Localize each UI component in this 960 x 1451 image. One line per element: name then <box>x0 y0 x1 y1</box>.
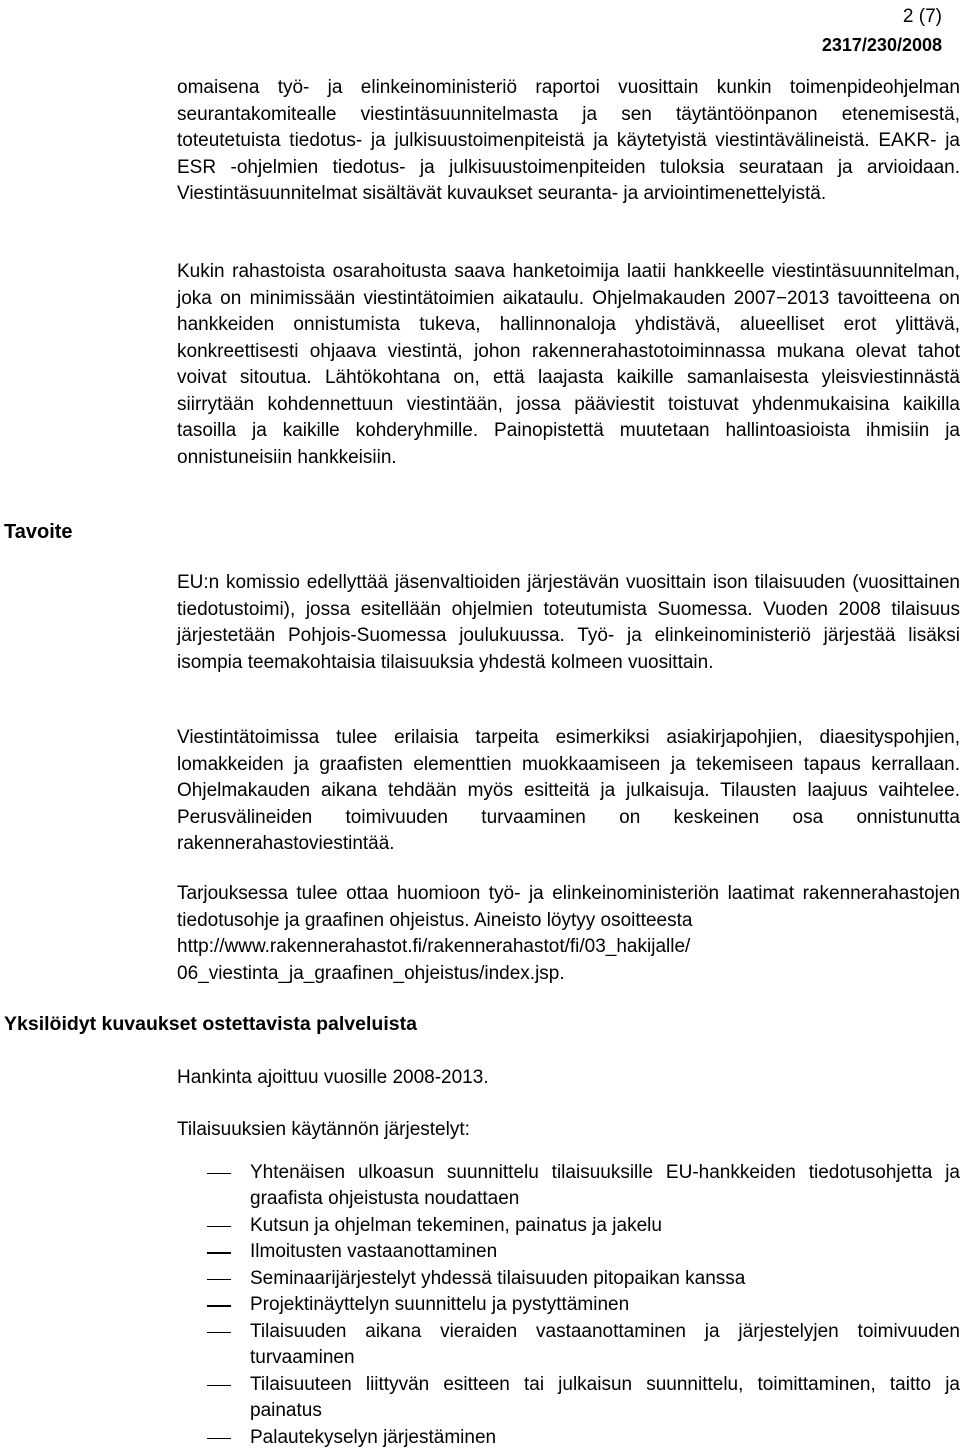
page-header <box>822 2 942 58</box>
paragraph-procurement-period: Hankinta ajoittuu vuosille 2008-2013. <box>177 1065 960 1092</box>
body-text-7 <box>177 1117 960 1451</box>
body-text-2 <box>177 259 960 471</box>
section-heading-services: Yksilöidyt kuvaukset ostettavista palveluista <box>4 1011 417 1037</box>
list-item: Yhtenäisen ulkoasun suunnittelu tilaisuuksille EU-hankkeiden tiedotusohjetta ja graafista ohjeistusta noudattaen <box>177 1160 960 1213</box>
body-text-3 <box>177 570 960 676</box>
body-text-1 <box>177 75 960 208</box>
guidelines-link-part-2[interactable]: 06_viestinta_ja_graafinen_ohjeistus/index.jsp. <box>177 963 565 984</box>
paragraph-event-arrangements: Tilaisuuksien käytännön järjestelyt: <box>177 1117 960 1144</box>
dash-bullet-icon <box>207 1305 231 1307</box>
guidelines-link-part-1[interactable]: http://www.rakennerahastot.fi/rakennerahastot/fi/03_hakijalle/ <box>177 936 690 957</box>
list-item: Projektinäyttelyn suunnittelu ja pystyttäminen <box>177 1292 960 1319</box>
list-item: Ilmoitusten vastaanottaminen <box>177 1239 960 1266</box>
paragraph-communication-needs: Viestintätoimissa tulee erilaisia tarpeita esimerkiksi asiakirjapohjien, diaesityspohjien, lomakkeiden ja graafisten elementtien muokkaamiseen ja tekemiseen tapaus kerrallaan. Ohjelmakauden aikana tehdään myös esitteitä ja julkaisuja. Tilausten laajuus vaihtelee. Perusvälineiden toimivuuden turvaaminen on keskeinen osa onnistunutta rakennerahastoviestintää. <box>177 725 960 858</box>
page-number: 2 (7) <box>822 2 942 32</box>
dash-bullet-icon <box>207 1385 231 1387</box>
dash-bullet-icon <box>207 1173 231 1175</box>
dash-bullet-icon <box>207 1438 231 1440</box>
dash-bullet-icon <box>207 1226 231 1228</box>
list-item: Palautekyselyn järjestäminen <box>177 1425 960 1451</box>
arrangements-list <box>177 1160 960 1451</box>
paragraph-project-communication: Kukin rahastoista osarahoitusta saava hanketoimija laatii hankkeelle viestintäsuunnitelman, joka on minimissään viestintätoimien aikataulu. Ohjelmakauden 2007−2013 tavoitteena on hankkeiden onnistumista tukeva, hallinnonaloja yhdistävä, alueelliset erot ylittävä, konkreettisesti ohjaava viestintä, johon rakennerahastotoiminnassa mukana olevat tahot voivat sitoutua. Lähtökohtana on, että laajasta kaikille samanlaisesta yleisviestinnästä siirrytään kohdennettuun viestintään, jossa pääviestit toistuvat yhdenmukaisina kaikilla tasoilla ja kaikille kohderyhmille. Painopistettä muutetaan hallintoasioista ihmisiin ja onnistuneisiin hankkeisiin. <box>177 259 960 471</box>
paragraph-reporting: omaisena työ- ja elinkeinoministeriö raportoi vuosittain kunkin toimenpideohjelman seurantakomitealle viestintäsuunnitelmasta ja sen täytäntöönpanon etenemisestä, toteutetuista tiedotus- ja julkisuustoimenpiteistä ja käytetyistä viestintävälineistä. EAKR- ja ESR -ohjelmien tiedotus- ja julkisuustoimenpiteiden tuloksia seurataan ja arvioidaan. Viestintäsuunnitelmat sisältävät kuvaukset seuranta- ja arviointimenettelyistä. <box>177 75 960 208</box>
body-text-5 <box>177 881 960 987</box>
body-text-4 <box>177 725 960 858</box>
dash-bullet-icon <box>207 1279 231 1281</box>
dash-bullet-icon <box>207 1252 231 1254</box>
document-number: 2317/230/2008 <box>822 32 942 58</box>
section-heading-tavoite: Tavoite <box>4 519 73 545</box>
paragraph-annual-event: EU:n komissio edellyttää jäsenvaltioiden järjestävän vuosittain ison tilaisuuden (vuosittainen tiedotustoimi), jossa esitellään ohjelmien toteutumista Suomessa. Vuoden 2008 tilaisuus järjestetään Pohjois-Suomessa joulukuussa. Työ- ja elinkeinoministeriö järjestää lisäksi isompia teemakohtaisia tilaisuuksia yhdestä kolmeen vuosittain. <box>177 570 960 676</box>
paragraph-offer-guidelines <box>177 881 960 987</box>
body-text-6 <box>177 1065 960 1092</box>
dash-bullet-icon <box>207 1332 231 1334</box>
list-item: Tilaisuuteen liittyvän esitteen tai julkaisun suunnittelu, toimittaminen, taitto ja painatus <box>177 1372 960 1425</box>
list-item: Seminaarijärjestelyt yhdessä tilaisuuden pitopaikan kanssa <box>177 1266 960 1293</box>
list-item: Tilaisuuden aikana vieraiden vastaanottaminen ja järjestelyjen toimivuuden turvaaminen <box>177 1319 960 1372</box>
offer-text: Tarjouksessa tulee ottaa huomioon työ- ja elinkeinoministeriön laatimat rakennerahastojen tiedotusohje ja graafinen ohjeistus. Aineisto löytyy osoitteesta <box>177 883 960 931</box>
list-item: Kutsun ja ohjelman tekeminen, painatus ja jakelu <box>177 1213 960 1240</box>
